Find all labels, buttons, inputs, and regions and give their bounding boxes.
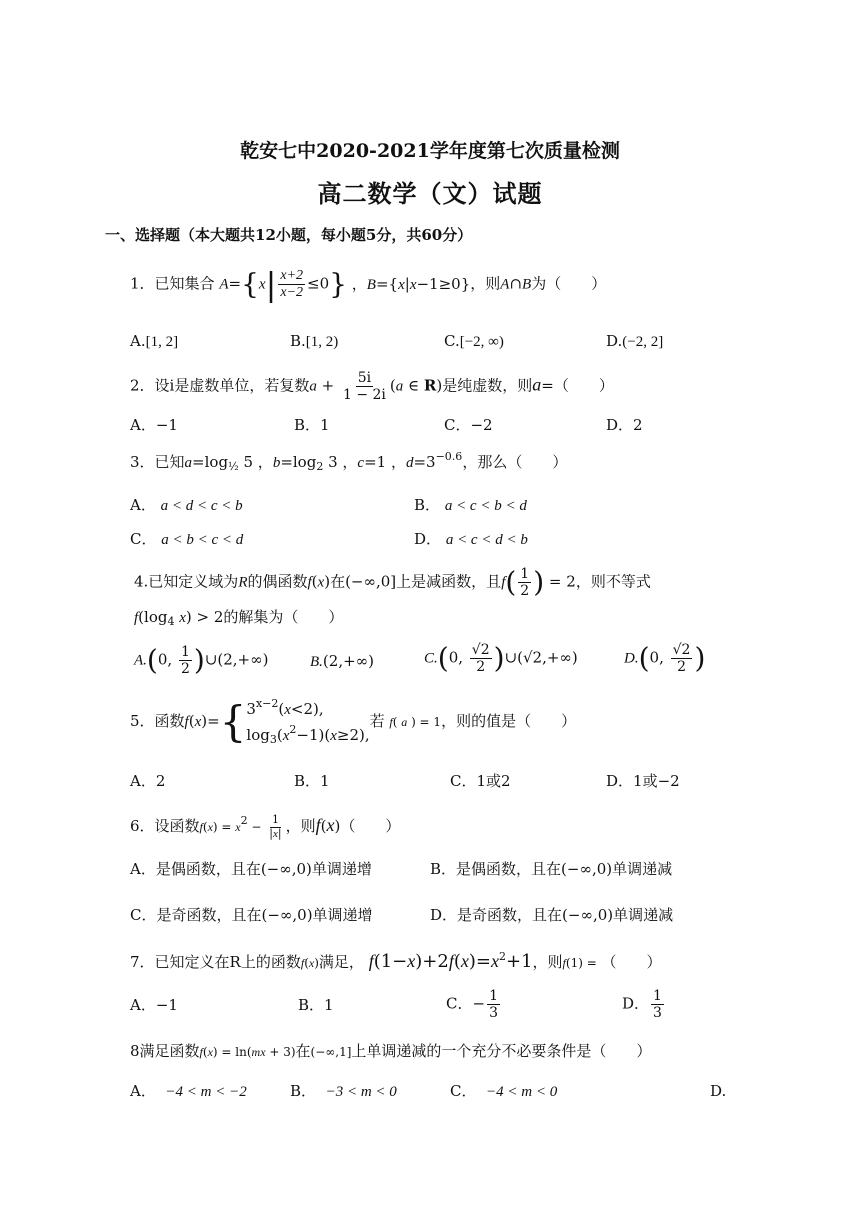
- question-6: 6．设函数f(x) = x2 − $\frac{1}{|x|}$ ，则f(x)（ ）: [130, 813, 401, 840]
- question-1: 1．已知集合 A={x| $\frac{x+2}{x-2}$ ≤0} ，B={x|x−1≥0}，则A∩B为（ ）: [130, 265, 607, 304]
- q4-option-a: A.(0, $\frac{1}{2}$ )∪(2,+∞): [134, 643, 269, 678]
- q3-option-c: C． a < b < c < d: [130, 530, 244, 548]
- q2-option-d: D．2: [606, 416, 643, 434]
- question-7: 7．已知定义在R上的函数f(x)满足， $f(1-x)+2f(x)=x^2+1$，则f(1) = （ ）: [130, 950, 662, 972]
- q1-tail: 为（ ）: [531, 274, 607, 293]
- question-5: 5．函数f(x)={ $3^{x-2}(x<2)$, $\log_3(x^2-1)(x\ge 2)$, 若 f( a ) = 1，则的值是（ ）: [130, 697, 577, 746]
- q4-option-b: B.(2,+∞): [310, 652, 375, 670]
- exam-title: 乾安七中2020-2021学年度第七次质量检测: [240, 140, 620, 162]
- q4-option-c: C.(0, $\frac{√2}{2}$ )∪(√2,+∞): [424, 641, 578, 676]
- q1-option-d: D.(−2, 2]: [606, 332, 664, 350]
- exam-subtitle: 高二数学（文）试题: [317, 179, 543, 208]
- question-2: 2．设i是虚数单位，若复数a + $\frac{5i}{1 - 2i}$ (a ∈ R)是纯虚数，则a=（ ）: [130, 370, 614, 404]
- q1-option-c: C.[−2, ∞): [444, 332, 504, 350]
- q7-option-d: D． $\frac{1}{3}$: [622, 988, 662, 1022]
- q3-option-a: A． a < d < c < b: [130, 496, 243, 514]
- q2-option-c: C．−2: [444, 416, 493, 434]
- q2-option-a: A．−1: [130, 416, 178, 434]
- q1-prefix: 1．已知集合: [130, 274, 215, 293]
- q8-option-d: D.: [710, 1082, 727, 1100]
- q6-option-b: B．是偶函数，且在(−∞,0)单调递减: [430, 860, 673, 878]
- q5-option-d: D．1或−2: [606, 772, 680, 790]
- question-3: 3．已知$a=\log_{\frac{1}{2}}$ 5 ，$b=\log_2$ 3 ，c=1 ，$d=3^{-0.6}$，那么（ ）: [130, 450, 568, 473]
- q6-option-a: A．是偶函数，且在(−∞,0)单调递增: [130, 860, 372, 878]
- question-4-line1: 4.已知定义域为R的偶函数f(x)在(−∞,0]上是减函数，且f( $\frac{1}{2}$ ) = 2，则不等式: [134, 565, 651, 600]
- q1-suffix: ，则: [470, 274, 501, 293]
- section-heading: 一、选择题（本大题共12小题，每小题5分，共60分）: [105, 226, 473, 244]
- question-8: 8满足函数f(x) = ln(mx + 3)在(−∞,1]上单调递减的一个充分不必要条件是（ ）: [130, 1042, 652, 1060]
- q8-option-b: B． −3 < m < 0: [290, 1082, 397, 1100]
- q6-option-c: C．是奇函数，且在(−∞,0)单调递增: [130, 906, 373, 924]
- q7-option-c: C．− $\frac{1}{3}$: [446, 988, 498, 1022]
- q8-option-a: A． −4 < m < −2: [130, 1082, 247, 1100]
- q6-option-d: D．是奇函数，且在(−∞,0)单调递减: [430, 906, 674, 924]
- q3-option-d: D． a < c < d < b: [414, 530, 528, 548]
- q5-option-a: A．2: [130, 772, 166, 790]
- q5-option-c: C．1或2: [450, 772, 511, 790]
- q4-option-d: D.(0, $\frac{√2}{2}$ ): [624, 641, 706, 676]
- q3-option-b: B． a < c < b < d: [414, 496, 527, 514]
- q1-option-b: B.[1, 2): [290, 332, 339, 350]
- q1-option-a: A.[1, 2]: [130, 332, 179, 350]
- q1-set-a: A: [219, 276, 229, 293]
- q7-option-b: B．1: [298, 996, 334, 1014]
- q8-option-c: C． −4 < m < 0: [450, 1082, 558, 1100]
- q5-option-b: B．1: [294, 772, 330, 790]
- q1-set-b: ，B={x|x−1≥0}: [351, 274, 471, 293]
- q2-option-b: B．1: [294, 416, 330, 434]
- question-4-line2: $f(\log_4$ x) > 2的解集为（ ）: [134, 608, 344, 628]
- q7-option-a: A．−1: [130, 996, 178, 1014]
